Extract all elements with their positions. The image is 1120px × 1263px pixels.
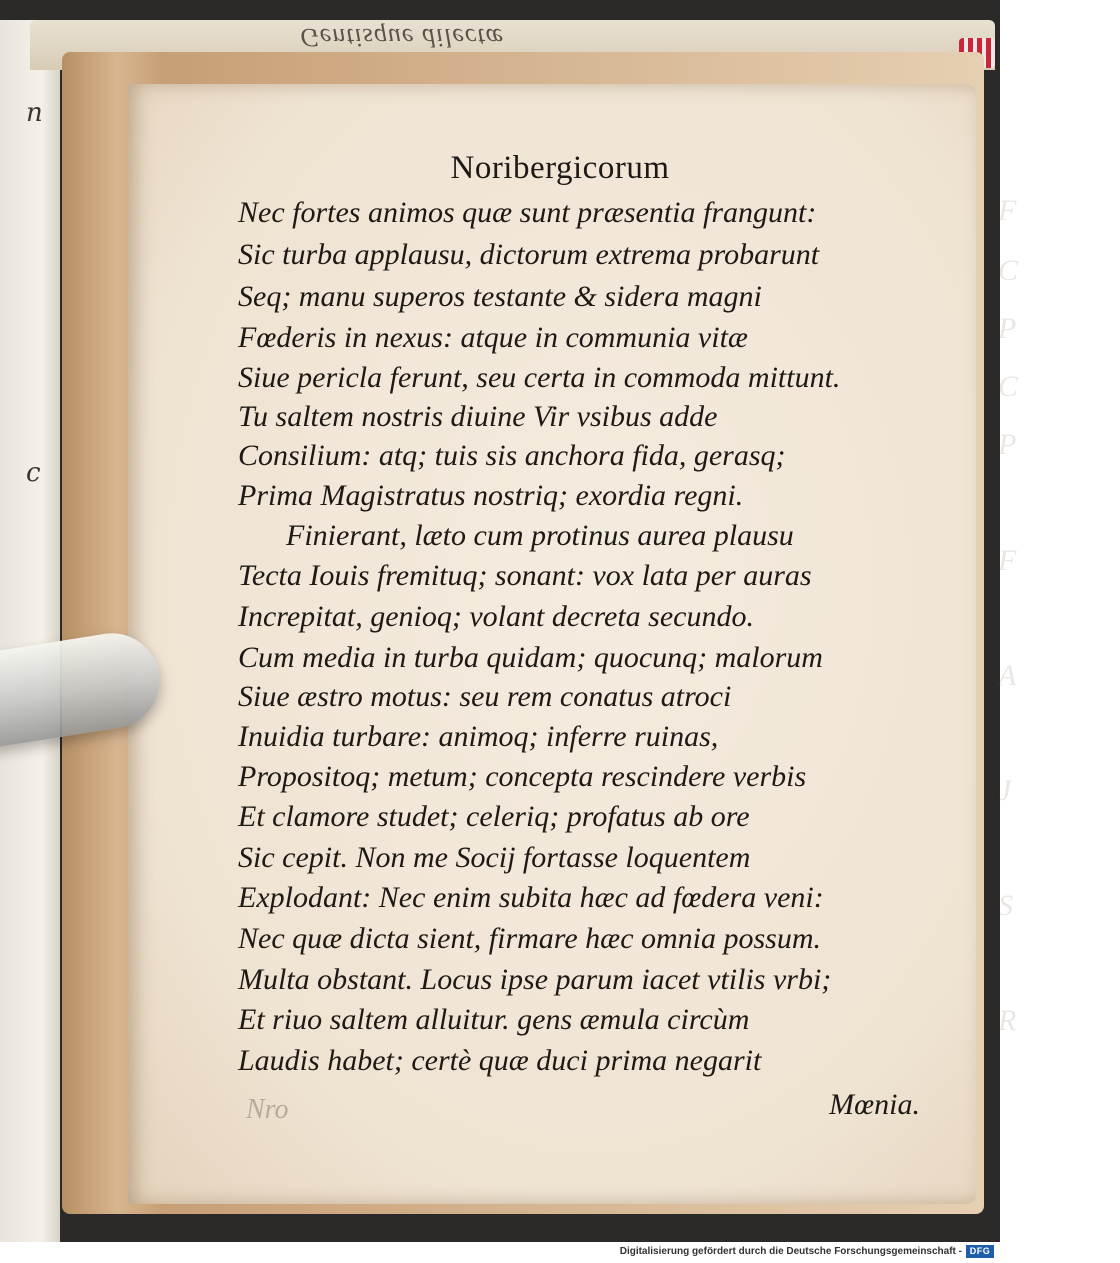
- verse-line-19: Nec quæ dicta sient, firmare hæc omnia possum.: [238, 922, 822, 955]
- verse-line-18: Explodant: Nec enim subita hæc ad fœdera veni:: [238, 881, 824, 914]
- verse-line-4: Fœderis in nexus: atque in communia vitæ: [238, 321, 748, 354]
- verse-line-2: Sic turba applausu, dictorum extrema probarunt: [238, 238, 820, 271]
- verse-line-21: Et riuo saltem alluitur. gens æmula circùm: [238, 1003, 750, 1036]
- verse-line-20: Multa obstant. Locus ipse parum iacet vtilis vrbi;: [238, 963, 832, 996]
- funding-credit: Digitalisierung gefördert durch die Deutsche Forschungsgemeinschaft -: [619, 1246, 962, 1257]
- verse-line-1: Nec fortes animos quæ sunt præsentia frangunt:: [238, 196, 817, 229]
- faint-handwritten-mark: Nro: [246, 1094, 289, 1125]
- verse-line-13: Siue æstro motus: seu rem conatus atroci: [238, 680, 732, 713]
- verse-line-5: Siue pericla ferunt, seu certa in commoda mittunt.: [238, 361, 841, 394]
- page-header: Noribergicorum: [450, 150, 670, 186]
- previous-page-edge: Gentisque dilectæ: [30, 20, 995, 70]
- verse-line-7: Consilium: atq; tuis sis anchora fida, gerasq;: [238, 439, 786, 472]
- verse-line-12: Cum media in turba quidam; quocunq; malorum: [238, 641, 823, 674]
- book-cover-edge: n c: [0, 20, 60, 1242]
- verse-line-17: Sic cepit. Non me Socij fortasse loquentem: [238, 841, 751, 874]
- verse-line-8: Prima Magistratus nostriq; exordia regni.: [238, 479, 744, 512]
- catchword: Mœnia.: [829, 1088, 920, 1121]
- verse-line-14: Inuidia turbare: animoq; inferre ruinas,: [238, 720, 719, 753]
- verse-line-22: Laudis habet; certè quæ duci prima negarit: [238, 1044, 762, 1077]
- verse-line-15: Propositoq; metum; concepta rescindere verbis: [238, 760, 807, 793]
- verse-line-3: Seq; manu superos testante & sidera magni: [238, 280, 762, 313]
- verse-line-9: Finierant, læto cum protinus aurea plausu: [286, 519, 794, 552]
- book-page: F C P C P F A J S R: [128, 84, 976, 1204]
- verse-line-11: Increpitat, genioq; volant decreta secundo.: [238, 600, 754, 633]
- verse-line-16: Et clamore studet; celeriq; profatus ab ore: [238, 800, 750, 833]
- dfg-logo: DFG: [966, 1245, 994, 1258]
- verse-line-10: Tecta Iouis fremituq; sonant: vox lata per auras: [238, 559, 812, 592]
- verse-line-6: Tu saltem nostris diuine Vir vsibus adde: [238, 400, 718, 433]
- footer-bar: [0, 1242, 1000, 1263]
